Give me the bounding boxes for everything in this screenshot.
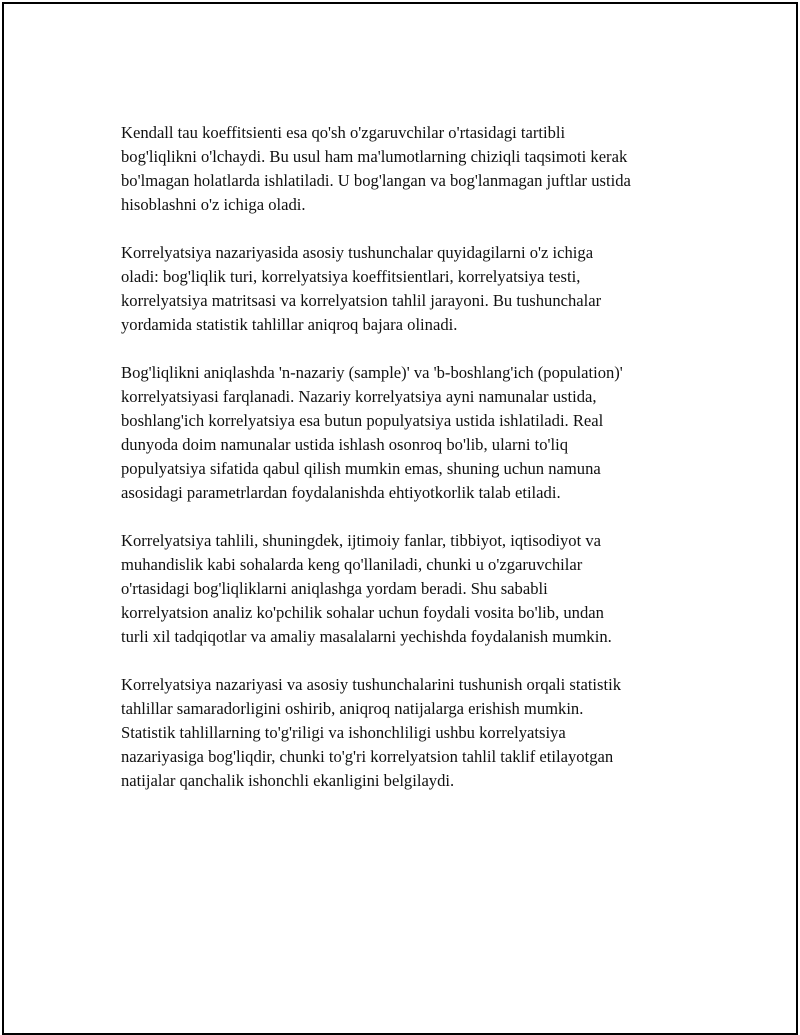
text-line: tahlillar samaradorligini oshirib, aniqroq natijalarga erishish mumkin. <box>121 699 584 718</box>
document-body <box>121 121 691 817</box>
text-line: Statistik tahlillarning to'g'riligi va ishonchliligi ushbu korrelyatsiya <box>121 723 566 742</box>
text-line: korrelyatsiyasi farqlanadi. Nazariy korrelyatsiya ayni namunalar ustida, <box>121 387 597 406</box>
text-line: Kendall tau koeffitsienti esa qo'sh o'zgaruvchilar o'rtasidagi tartibli <box>121 123 566 142</box>
text-line: asosidagi parametrlardan foydalanishda ehtiyotkorlik talab etiladi. <box>121 483 561 502</box>
text-line: muhandislik kabi sohalarda keng qo'llaniladi, chunki u o'zgaruvchilar <box>121 555 583 574</box>
text-line: bog'liqlikni o'lchaydi. Bu usul ham ma'lumotlarning chiziqli taqsimoti kerak <box>121 147 628 166</box>
page-frame <box>2 2 798 1035</box>
text-line: nazariyasiga bog'liqdir, chunki to'g'ri korrelyatsion tahlil taklif etilayotgan <box>121 747 614 766</box>
text-line: yordamida statistik tahlillar aniqroq bajara olinadi. <box>121 315 458 334</box>
text-line: Bog'liqlikni aniqlashda 'n-nazariy (sample)' va 'b-boshlang'ich (population)' <box>121 363 623 382</box>
paragraph-sample-population <box>121 361 691 505</box>
text-line: korrelyatsion analiz ko'pchilik sohalar uchun foydali vosita bo'lib, undan <box>121 603 604 622</box>
text-line: boshlang'ich korrelyatsiya esa butun populyatsiya ustida ishlatiladi. Real <box>121 411 604 430</box>
paragraph-kendall-tau <box>121 121 691 217</box>
text-line: korrelyatsiya matritsasi va korrelyatsion tahlil jarayoni. Bu tushunchalar <box>121 291 602 310</box>
text-line: dunyoda doim namunalar ustida ishlash osonroq bo'lib, ularni to'liq <box>121 435 569 454</box>
text-line: turli xil tadqiqotlar va amaliy masalalarni yechishda foydalanish mumkin. <box>121 627 612 646</box>
paragraph-basic-concepts <box>121 241 691 337</box>
text-line: populyatsiya sifatida qabul qilish mumkin emas, shuning uchun namuna <box>121 459 601 478</box>
text-line: Korrelyatsiya tahlili, shuningdek, ijtimoiy fanlar, tibbiyot, iqtisodiyot va <box>121 531 602 550</box>
text-line: Korrelyatsiya nazariyasida asosiy tushunchalar quyidagilarni o'z ichiga <box>121 243 594 262</box>
text-line: hisoblashni o'z ichiga oladi. <box>121 195 306 214</box>
text-line: oladi: bog'liqlik turi, korrelyatsiya koeffitsientlari, korrelyatsiya testi, <box>121 267 581 286</box>
text-line: Korrelyatsiya nazariyasi va asosiy tushunchalarini tushunish orqali statistik <box>121 675 622 694</box>
text-line: o'rtasidagi bog'liqliklarni aniqlashga yordam beradi. Shu sababli <box>121 579 548 598</box>
text-line: bo'lmagan holatlarda ishlatiladi. U bog'langan va bog'lanmagan juftlar ustida <box>121 171 631 190</box>
paragraph-applications <box>121 529 691 649</box>
paragraph-conclusion <box>121 673 691 793</box>
text-line: natijalar qanchalik ishonchli ekanligini belgilaydi. <box>121 771 455 790</box>
